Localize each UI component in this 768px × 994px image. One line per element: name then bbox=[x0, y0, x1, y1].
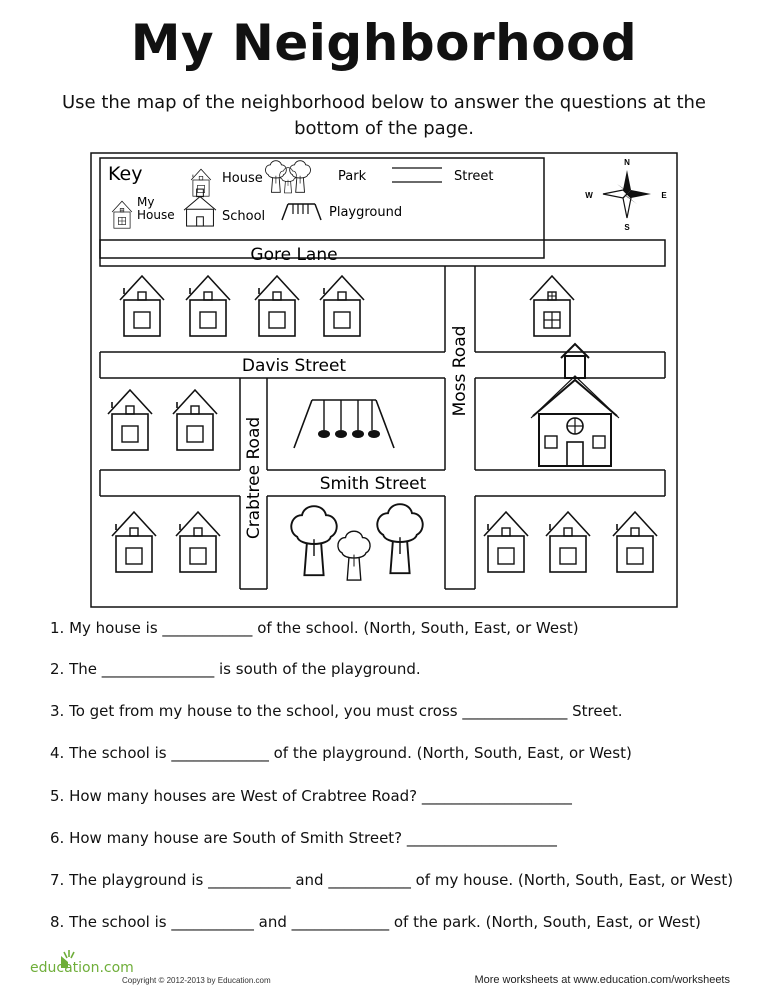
key-house2-label: House bbox=[137, 208, 175, 222]
question-4: 4. The school is _____________ of the playground. (North, South, East, or West) bbox=[50, 744, 632, 762]
house-icon bbox=[186, 276, 230, 336]
instructions: Use the map of the neighborhood below to answer the questions at the bottom of the page. bbox=[61, 92, 707, 139]
key-school-label: School bbox=[222, 209, 266, 224]
house-icon bbox=[191, 169, 211, 196]
park-icon bbox=[265, 161, 310, 193]
compass-s: S bbox=[624, 223, 630, 232]
davis-street-label: Davis Street bbox=[241, 356, 347, 376]
smith-street-label: Smith Street bbox=[319, 474, 427, 494]
moss-road-label: Moss Road bbox=[450, 325, 470, 417]
house-icon bbox=[613, 512, 657, 572]
my-house-icon bbox=[530, 276, 574, 336]
compass-w: W bbox=[585, 191, 593, 200]
key-heading: Key bbox=[108, 163, 143, 185]
compass-e: E bbox=[661, 191, 667, 200]
question-7: 7. The playground is ___________ and ___________ of my house. (North, South, East, or West) bbox=[50, 871, 734, 889]
question-2: 2. The _______________ is south of the playground. bbox=[50, 660, 421, 678]
school-icon bbox=[184, 189, 216, 226]
map-border bbox=[91, 153, 677, 607]
park-icon bbox=[291, 504, 422, 580]
playground-icon bbox=[294, 400, 394, 448]
key-playground-label: Playground bbox=[329, 205, 403, 220]
playground-icon bbox=[282, 204, 321, 220]
compass-n: N bbox=[624, 158, 630, 167]
house-icon bbox=[112, 512, 156, 572]
key-park-label: Park bbox=[338, 169, 367, 184]
question-6: 6. How many house are South of Smith Street? ____________________ bbox=[50, 829, 557, 847]
compass-rose-icon bbox=[603, 170, 651, 218]
house-icon bbox=[108, 390, 152, 450]
copyright: Copyright © 2012-2013 by Education.com bbox=[122, 976, 271, 985]
gore-lane bbox=[100, 240, 665, 266]
key-street-label: Street bbox=[454, 169, 494, 184]
question-5: 5. How many houses are West of Crabtree Road? ____________________ bbox=[50, 787, 572, 805]
house-icon bbox=[320, 276, 364, 336]
question-3: 3. To get from my house to the school, you must cross ______________ Street. bbox=[50, 702, 623, 720]
page-title: My Neighborhood bbox=[130, 14, 638, 72]
house-icon bbox=[255, 276, 299, 336]
question-8: 8. The school is ___________ and _____________ of the park. (North, South, East, or West) bbox=[50, 913, 701, 931]
house-icon bbox=[546, 512, 590, 572]
neighborhood-map bbox=[90, 152, 680, 610]
my-house-icon bbox=[112, 201, 132, 228]
education-logo[interactable]: education.com bbox=[30, 960, 134, 976]
question-1: 1. My house is ____________ of the school. (North, South, East, or West) bbox=[50, 619, 579, 637]
crabtree-road-label: Crabtree Road bbox=[244, 416, 264, 540]
house-icon bbox=[484, 512, 528, 572]
key-my-label: My bbox=[137, 195, 155, 209]
school-icon bbox=[531, 344, 619, 466]
more-worksheets-link[interactable]: More worksheets at www.education.com/worksheets bbox=[474, 974, 730, 986]
gore-lane-label: Gore Lane bbox=[250, 245, 338, 265]
house-icon bbox=[176, 512, 220, 572]
key-house-label: House bbox=[222, 171, 263, 186]
house-icon bbox=[120, 276, 164, 336]
house-icon bbox=[173, 390, 217, 450]
